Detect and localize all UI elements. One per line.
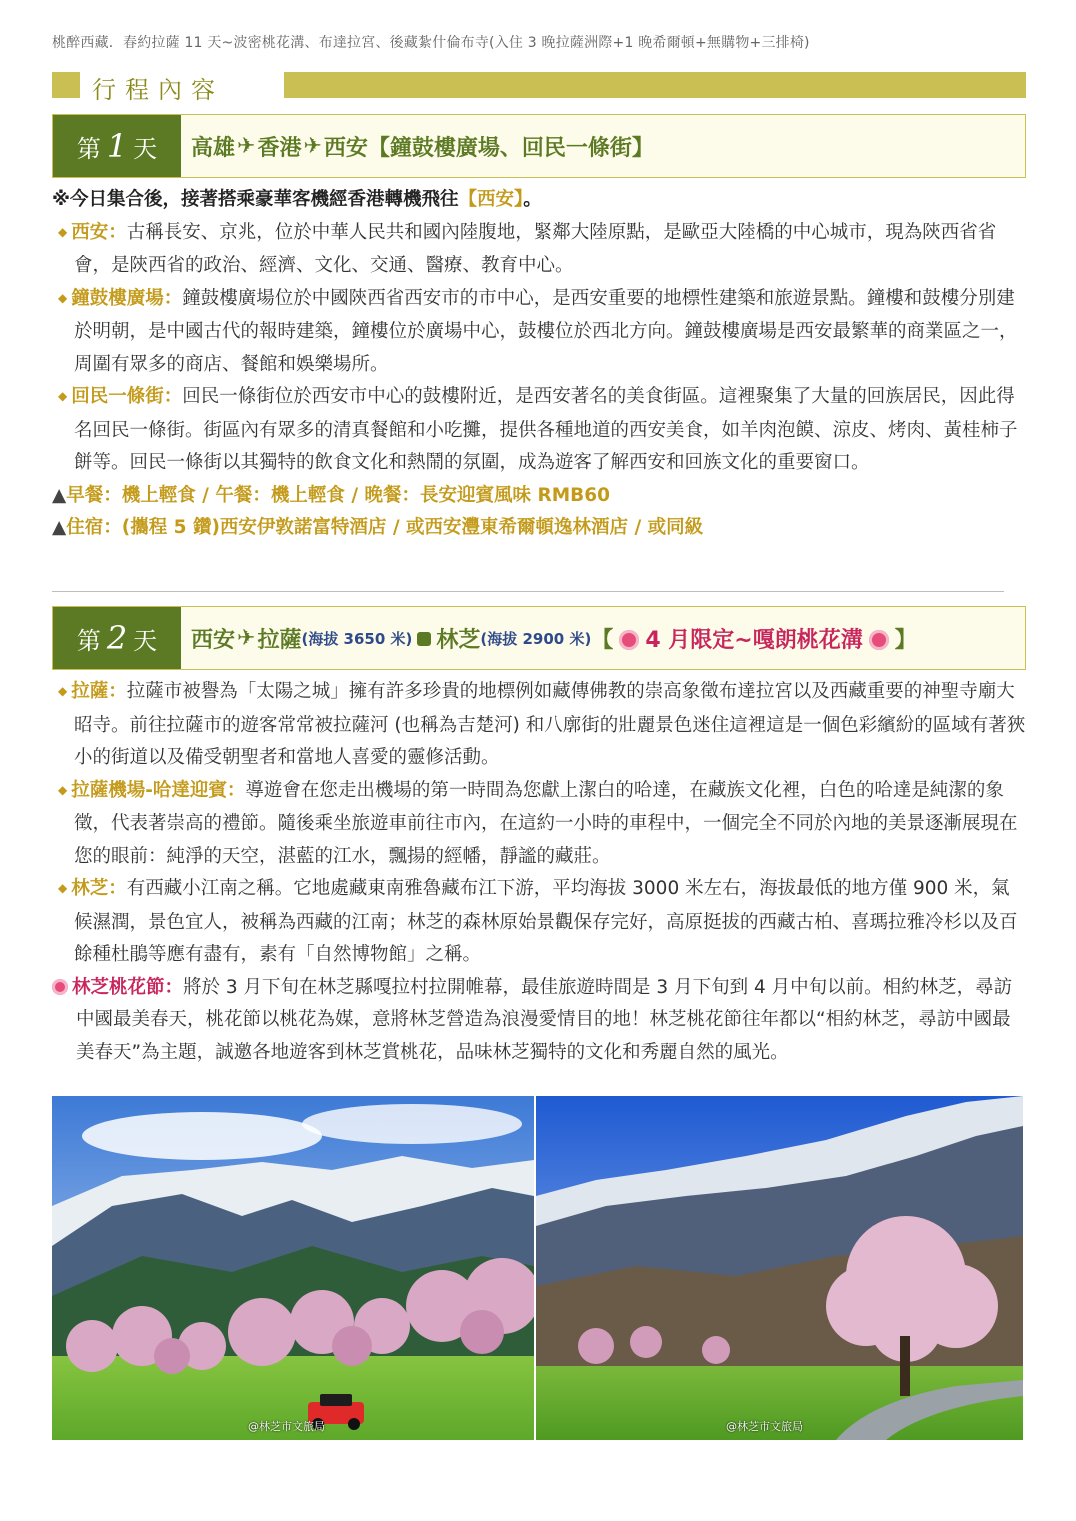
festival-item — [52, 972, 1028, 1070]
item-term: 拉薩機場-哈達迎賓： — [71, 779, 246, 801]
route-city: 香港 — [257, 135, 302, 161]
peach-blossom-icon — [619, 630, 639, 650]
plane-icon: ✈ — [237, 133, 256, 159]
day-suffix: 天 — [133, 134, 158, 163]
bus-icon — [417, 632, 431, 646]
landscape-image — [52, 1096, 534, 1440]
section-bar-accent — [52, 72, 80, 98]
route-city: 西安【鐘鼓樓廣場、回民一條街】 — [323, 135, 654, 161]
day-1-title — [191, 115, 654, 177]
diamond-bullet-icon: ◆ — [58, 224, 68, 239]
diamond-bullet-icon: ◆ — [58, 290, 68, 305]
plane-icon: ✈ — [237, 625, 256, 651]
item-term: 林芝桃花節： — [72, 976, 184, 998]
list-item — [52, 283, 1028, 382]
route-city: 西安 — [191, 627, 236, 653]
altitude-label: (海拔 3650 米) — [301, 629, 413, 648]
list-item — [52, 775, 1028, 874]
item-text: 有西藏小江南之稱。它地處藏東南雅魯藏布江下游，平均海拔 3000 米左右，海拔最低的地方僅 900 米，氣候濕潤，景色宜人，被稱為西藏的江南；林芝的森林原始景觀保存完好，高原挺拔的西藏古柏、喜瑪拉雅冷杉以及百餘種杜鵑等應有盡有，素有「自然博物館」之稱。 — [74, 878, 1018, 965]
day-2-title — [191, 607, 917, 669]
day-1-hotel — [52, 512, 1028, 545]
day-prefix: 第 — [76, 134, 101, 163]
diamond-bullet-icon: ◆ — [58, 684, 68, 698]
day-1-meals — [52, 480, 1028, 513]
item-text: 拉薩市被譽為「太陽之城」擁有許多珍貴的地標例如藏傳佛教的崇高象徵布達拉宮以及西藏重要的神聖寺廟大昭寺。前往拉薩市的遊客常常被拉薩河 (也稱為吉楚河) 和八廓街的壯麗景色迷住這裡這是一個色彩繽紛的區域有著狹小的街道以及備受朝聖者和當地人喜愛的靈修活動。 — [74, 681, 1026, 768]
list-item — [52, 873, 1028, 972]
peach-blossom-icon — [52, 979, 68, 995]
day-2-content — [52, 676, 1028, 1069]
intro-destination: 【西安】 — [458, 189, 524, 210]
item-text: 導遊會在您走出機場的第一時間為您獻上潔白的哈達，在藏族文化裡，白色的哈達是純潔的象徵，代表著崇高的禮節。隨後乘坐旅遊車前往市內，在這約一小時的車程中，一個完全不同於內地的美景逐漸展現在您的眼前：純淨的天空，湛藍的江水，飄揚的經幡，靜謐的藏莊。 — [74, 779, 1018, 867]
day-number: 1 — [106, 127, 128, 165]
hotel-text: 住宿：(攜程 5 鑽)西安伊敦諾富特酒店 / 或西安灃東希爾頓逸林酒店 / 或同級 — [66, 517, 704, 538]
photo-watermark: @林芝市文旅局 — [726, 1420, 803, 1433]
landscape-image — [536, 1096, 1023, 1440]
item-text: 鐘鼓樓廣場位於中國陝西省西安市的市中心，是西安重要的地標性建築和旅遊景點。鐘樓和鼓樓分別建於明朝，是中國古代的報時建築，鐘樓位於廣場中心，鼓樓位於西北方向。鐘鼓樓廣場是西安最繁華的商業區之一，周圍有眾多的商店、餐館和娛樂場所。 — [74, 287, 1018, 375]
day-suffix: 天 — [133, 626, 158, 655]
day-2-badge — [53, 607, 181, 669]
intro-text: 。 — [523, 189, 542, 210]
day-2-header — [52, 606, 1026, 670]
diamond-bullet-icon: ◆ — [58, 881, 68, 895]
item-text: 回民一條街位於西安市中心的鼓樓附近，是西安著名的美食街區。這裡聚集了大量的回族居民，因此得名回民一條街。街區內有眾多的清真餐館和小吃攤，提供各種地道的西安美食，如羊肉泡饃、涼皮、烤肉、黃桂柿子餅等。回民一條街以其獨特的飲食文化和熱鬧的氛圍，成為遊客了解西安和回族文化的重要窗口。 — [74, 386, 1018, 473]
item-term: 林芝： — [71, 878, 127, 899]
item-term: 回民一條街： — [71, 386, 183, 407]
triangle-bullet-icon: ▲ — [52, 517, 67, 538]
diamond-bullet-icon: ◆ — [58, 782, 68, 797]
peach-blossom-icon — [869, 630, 889, 650]
item-text: 將於 3 月下旬在林芝縣嘎拉村拉開帷幕，最佳旅遊時間是 3 月下旬到 4 月中旬以前。相約林芝，尋訪中國最美春天，桃花節以桃花為媒，意將林芝營造為浪漫愛情目的地！林芝桃花節往年都以“相約林芝，尋訪中國最美春天”為主題，誠邀各地遊客到林芝賞桃花，品味林芝獨特的文化和秀麗自然的風光。 — [76, 976, 1013, 1063]
item-term: 拉薩： — [71, 681, 127, 702]
route-city: 拉薩 — [257, 627, 302, 653]
photo-peach-valley-left — [52, 1096, 534, 1440]
item-term: 鐘鼓樓廣場： — [71, 287, 183, 309]
photo-watermark: @林芝市文旅局 — [248, 1420, 325, 1433]
photo-peach-valley-right — [536, 1096, 1023, 1440]
day-1-intro — [52, 184, 1028, 217]
item-text: 古稱長安、京兆，位於中華人民共和國內陸腹地，緊鄰大陸原點，是歐亞大陸橋的中心城市，現為陝西省省會，是陝西省的政治、經濟、文化、交通、醫療、教育中心。 — [74, 221, 997, 276]
route-city: 高雄 — [191, 135, 236, 161]
bracket: 】 — [894, 627, 917, 653]
item-term: 西安： — [71, 221, 127, 243]
list-item — [52, 217, 1028, 283]
meals-text: 早餐：機上輕食 / 午餐：機上輕食 / 晚餐：長安迎賓風味 RMB60 — [66, 484, 610, 506]
list-item — [52, 381, 1028, 480]
intro-text: ※今日集合後，接著搭乘豪華客機經香港轉機飛往 — [52, 189, 459, 210]
list-item — [52, 676, 1028, 775]
day-1-badge — [53, 115, 181, 177]
day-prefix: 第 — [76, 626, 101, 655]
day-1-header — [52, 114, 1026, 178]
section-label: 行程內容 — [92, 76, 224, 104]
document-header: 桃醉西藏．春約拉薩 11 天~波密桃花溝、布達拉宮、後藏紮什倫布寺(入住 3 晚拉薩洲際+1 晚希爾頓+無購物+三排椅) — [52, 35, 810, 51]
limited-event-label: 4 月限定~嘎朗桃花溝 — [645, 627, 863, 653]
triangle-bullet-icon: ▲ — [52, 484, 67, 506]
day-number: 2 — [106, 619, 128, 657]
altitude-label: (海拔 2900 米) — [480, 629, 592, 648]
route-city: 林芝 — [436, 627, 481, 653]
bracket: 【 — [591, 627, 614, 653]
section-bar — [52, 72, 1026, 104]
day-1-content — [52, 184, 1028, 545]
plane-icon: ✈ — [303, 133, 322, 159]
diamond-bullet-icon: ◆ — [58, 389, 68, 403]
section-divider — [52, 591, 1004, 592]
